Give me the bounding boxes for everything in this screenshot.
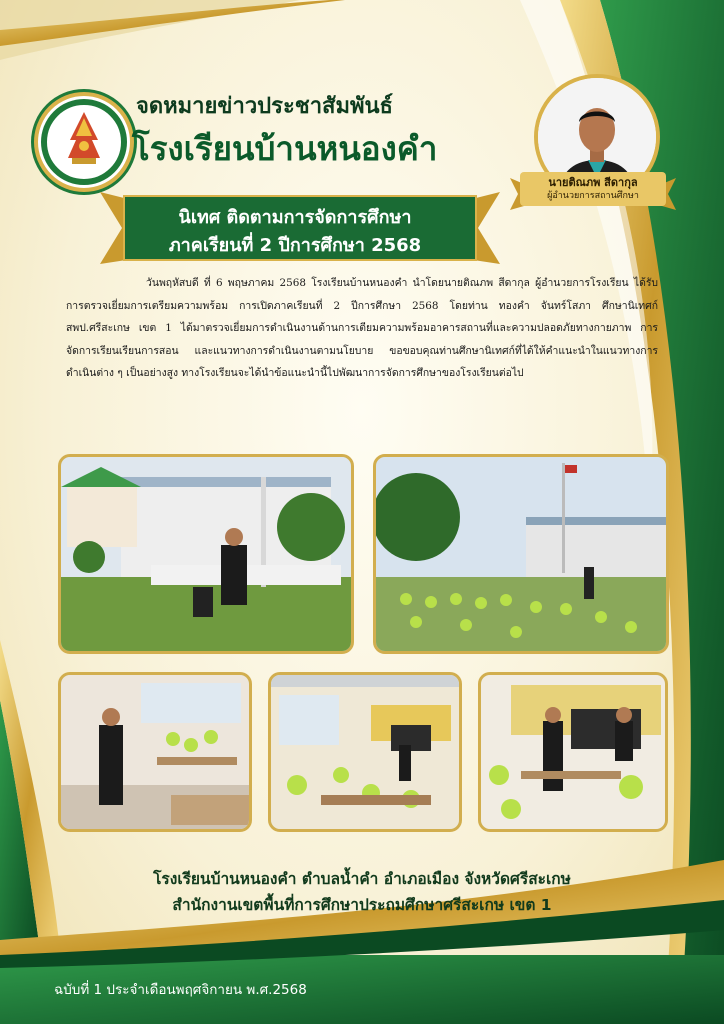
newsletter-title: จดหมายข่าวประชาสัมพันธ์	[136, 94, 393, 119]
education-office: สำนักงานเขตพื้นที่การศึกษาประถมศึกษาศรีสะเกษ เขต 1	[172, 896, 552, 914]
photo-courtyard-assembly	[373, 454, 669, 654]
photo-classroom-3	[478, 672, 668, 832]
photo-outdoor-speech	[58, 454, 354, 654]
article-body: วันพฤหัสบดี ที่ 6 พฤษภาคม 2568 โรงเรียนบ้านหนองคำ นำโดยนายติณภพ สีดากุล ผู้อำนวยการโรงเรียน ได้รับการตรวจเยี่ยมการเตรียมความพร้อม การเปิดภาคเรียนที่ 2 ปีการศึกษา 2568 โดยท่าน ทองคำ จันทร์โสภา ศึกษานิเทศก์ สพป.ศรีสะเกษ เขต 1 ได้มาตรวจเยี่ยมการดำเนินงานด้านการเตียมความพร้อมอาคารสถานที่และความปลอดภัยทางกายภาพ การจัดการเรียนเรียนการสอน และแนวทางการดำเนินงานตามนโยบาย ขอขอบคุณท่านศึกษานิเทศก์ที่ได้ให้คำแนะนำในแนวทางการดำเนินต่าง ๆ เป็นอย่างสูง ทางโรงเรียนจะได้นำข้อแนะนำนี้ไปพัฒนาการจัดการศึกษาของโรงเรียนต่อไป	[66, 277, 658, 380]
photo-classroom-2	[268, 672, 462, 832]
headline-line-1: นิเทศ ติดตามการจัดการศึกษา	[178, 207, 412, 228]
director-name: นายติณภพ สีดากุล	[548, 176, 638, 189]
school-address: โรงเรียนบ้านหนองคำ ตำบลน้ำคำ อำเภอเมือง จังหวัดศรีสะเกษ	[153, 870, 571, 888]
school-name-title: โรงเรียนบ้านหนองคำ	[132, 129, 438, 168]
director-role: ผู้อำนวยการสถานศึกษา	[547, 191, 639, 201]
issue-info: ฉบับที่ 1 ประจำเดือนพฤศจิกายน พ.ศ.2568	[54, 982, 307, 998]
headline-line-2: ภาคเรียนที่ 2 ปีการศึกษา 2568	[168, 235, 422, 256]
photo-classroom-1	[58, 672, 252, 832]
school-logo	[34, 92, 134, 192]
school-emblem-icon	[38, 96, 130, 188]
